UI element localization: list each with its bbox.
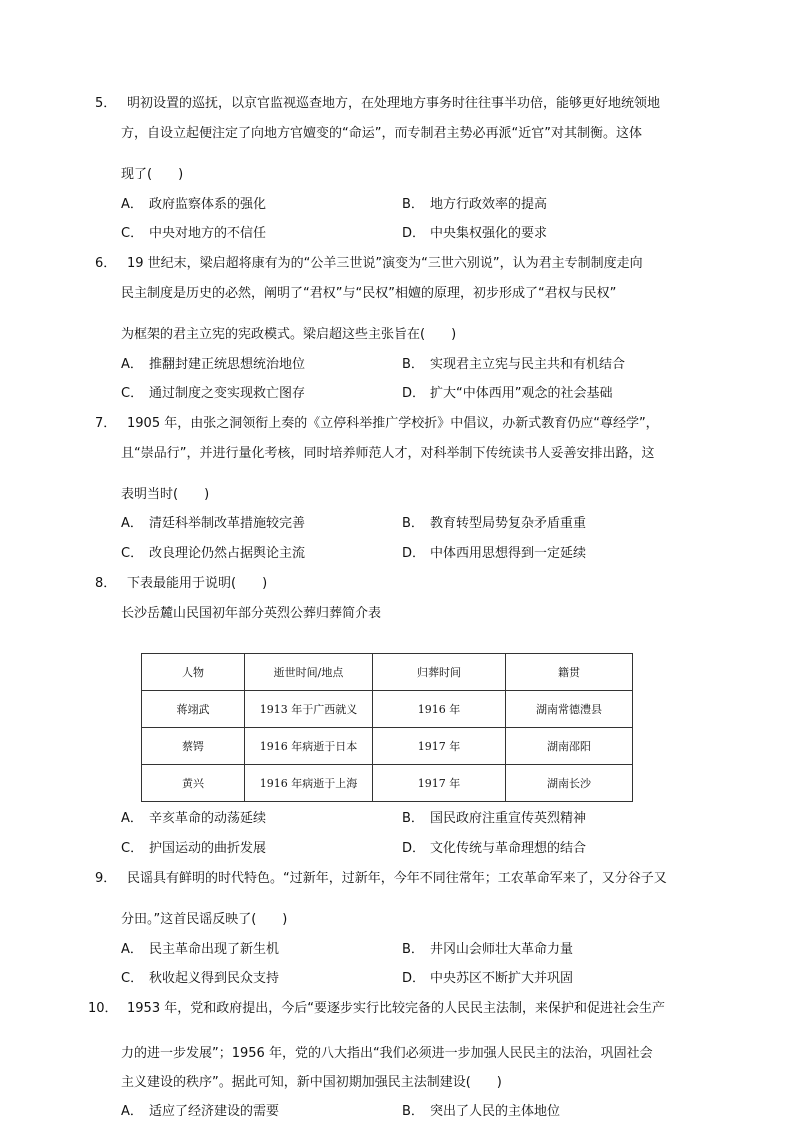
question-text-line: 1953 年，党和政府提出，今后“要逐步实行比较完备的人民民主法制，来保护和促进社会生产 xyxy=(127,1001,665,1016)
option-d: D． 扩大“中体西用”观念的社会基础 xyxy=(402,386,613,401)
question-number: 5． xyxy=(95,96,117,111)
table-cell: 黄兴 xyxy=(142,765,245,802)
question-text-line: 方，自设立起便注定了向地方官嬗变的“命运”，而专制君主势必再派“近官”对其制衡。这体 xyxy=(121,126,642,141)
question-text-line: 现了( ) xyxy=(121,167,184,182)
question-number: 9． xyxy=(95,871,117,886)
table-cell: 1917 年 xyxy=(373,728,506,765)
question-text-line: 主义建设的秩序”。据此可知，新中国初期加强民主法制建设( ) xyxy=(121,1075,502,1090)
option-c: C． 秋收起义得到民众支持 xyxy=(121,971,280,986)
option-b: B． 突出了人民的主体地位 xyxy=(402,1104,561,1119)
question-text-line: 表明当时( ) xyxy=(121,487,210,502)
table-cell: 湖南长沙 xyxy=(506,765,633,802)
option-b: B． 地方行政效率的提高 xyxy=(402,197,548,212)
table-cell: 1916 年病逝于日本 xyxy=(245,728,373,765)
question-number: 6． xyxy=(95,256,117,271)
option-a: A． 推翻封建正统思想统治地位 xyxy=(121,357,306,372)
option-b: B． 国民政府注重宣传英烈精神 xyxy=(402,811,587,826)
table-cell: 1917 年 xyxy=(373,765,506,802)
table-cell: 蔡锷 xyxy=(142,728,245,765)
option-a: A． 民主革命出现了新生机 xyxy=(121,942,280,957)
option-b: B． 教育转型局势复杂矛盾重重 xyxy=(402,516,587,531)
option-b: B． 实现君主立宪与民主共和有机结合 xyxy=(402,357,626,372)
question-text-line: 力的进一步发展”；1956 年，党的八大指出“我们必须进一步加强人民民主的法治，巩固社会 xyxy=(121,1046,653,1061)
question-text-line: 分田。”这首民谣反映了( ) xyxy=(121,912,288,927)
question-number: 10． xyxy=(88,1001,118,1016)
table-row xyxy=(142,728,633,765)
table-header-cell: 逝世时间/地点 xyxy=(245,654,373,691)
option-a: A． 政府监察体系的强化 xyxy=(121,197,267,212)
table-row xyxy=(142,765,633,802)
table-cell: 1916 年 xyxy=(373,691,506,728)
question-text-line: 为框架的君主立宪的宪政模式。梁启超这些主张旨在( ) xyxy=(121,327,457,342)
question-text-line: 民主制度是历史的必然，阐明了“君权”与“民权”相嬗的原理，初步形成了“君权与民权” xyxy=(121,286,617,301)
burial-table xyxy=(141,653,633,802)
table-header-cell: 人物 xyxy=(142,654,245,691)
option-d: D． 中体西用思想得到一定延续 xyxy=(402,546,587,561)
option-c: C． 中央对地方的不信任 xyxy=(121,226,267,241)
option-b: B． 井冈山会师壮大革命力量 xyxy=(402,942,574,957)
option-c: C． 通过制度之变实现救亡图存 xyxy=(121,386,306,401)
option-d: D． 中央苏区不断扩大并巩固 xyxy=(402,971,574,986)
table-cell: 1913 年于广西就义 xyxy=(245,691,373,728)
table-caption: 长沙岳麓山民国初年部分英烈公葬归葬简介表 xyxy=(121,606,382,621)
option-d: D． 中央集权强化的要求 xyxy=(402,226,548,241)
table-cell: 1916 年病逝于上海 xyxy=(245,765,373,802)
table-cell: 湖南邵阳 xyxy=(506,728,633,765)
table-row xyxy=(142,691,633,728)
option-c: C． 护国运动的曲折发展 xyxy=(121,841,267,856)
question-text-line: 且“崇品行”，并进行量化考核，同时培养师范人才，对科举制下传统读书人妥善安排出路，这 xyxy=(121,446,655,461)
table-cell: 蒋翊武 xyxy=(142,691,245,728)
question-text-line: 1905 年，由张之洞领衔上奏的《立停科举推广学校折》中倡议，办新式教育仍应“尊经学”， xyxy=(127,416,659,431)
option-c: C． 改良理论仍然占据舆论主流 xyxy=(121,546,306,561)
option-a: A． 辛亥革命的动荡延续 xyxy=(121,811,267,826)
question-number: 8． xyxy=(95,576,117,591)
table-header-row xyxy=(142,654,633,691)
option-d: D． 文化传统与革命理想的结合 xyxy=(402,841,587,856)
table-header-cell: 归葬时间 xyxy=(373,654,506,691)
table-header-cell: 籍贯 xyxy=(506,654,633,691)
option-a: A． 清廷科举制改革措施较完善 xyxy=(121,516,306,531)
question-text-line: 明初设置的巡抚，以京官监视巡查地方，在处理地方事务时往往事半功倍，能够更好地统领地 xyxy=(127,96,661,111)
table-cell: 湖南常德澧县 xyxy=(506,691,633,728)
question-text-line: 民谣具有鲜明的时代特色。“过新年，过新年，今年不同往常年；工农革命军来了，又分谷子又 xyxy=(127,871,667,886)
option-a: A． 适应了经济建设的需要 xyxy=(121,1104,280,1119)
question-number: 7． xyxy=(95,416,117,431)
question-text-line: 19 世纪末，梁启超将康有为的“公羊三世说”演变为“三世六别说”，认为君主专制制度走向 xyxy=(127,256,643,271)
question-text-line: 下表最能用于说明( ) xyxy=(127,576,268,591)
